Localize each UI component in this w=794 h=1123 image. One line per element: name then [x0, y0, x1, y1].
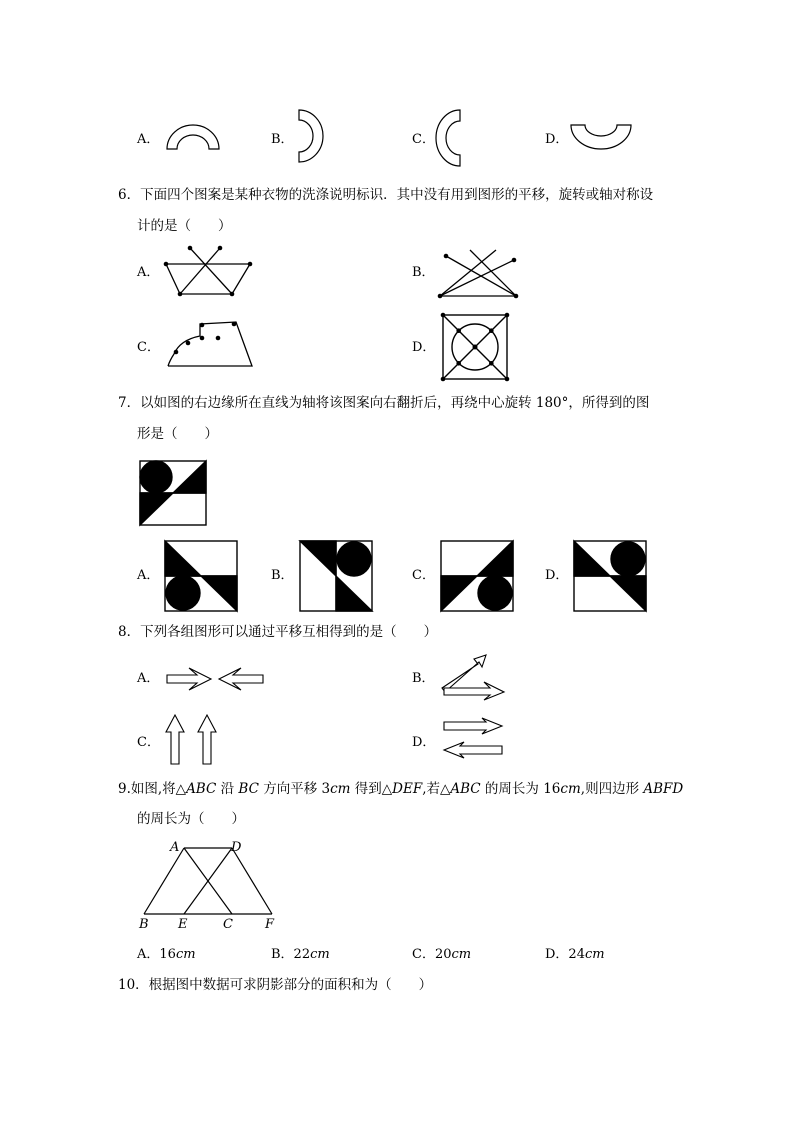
- q7-option-c-figure: [440, 540, 514, 612]
- q9-option-c: [412, 947, 471, 963]
- q9-option-d-value: D．24: [545, 947, 585, 962]
- q7-stem-line1: 7．以如图的右边缘所在直线为轴将该图案向右翻折后，再绕中心旋转 180°，所得到的图: [118, 395, 650, 411]
- q8-option-b-figure: [440, 650, 508, 702]
- q9-point-c: C: [223, 917, 233, 932]
- q7-option-a-figure: [164, 540, 238, 612]
- q5-option-c-label: C．: [412, 132, 435, 147]
- q7-original-figure: [139, 460, 207, 526]
- q9-option-c-value: C．20: [412, 947, 452, 962]
- q6-option-b-figure: [436, 246, 520, 300]
- q6-stem-line1: 6．下面四个图案是某种衣物的洗涤说明标识．其中没有用到图形的平移，旋转或轴对称设: [118, 187, 654, 203]
- q9-point-a: A: [170, 840, 180, 855]
- q6-stem-line2: 计的是（ ）: [137, 218, 232, 234]
- q9-option-b: [271, 947, 330, 963]
- q6-option-a-figure: [162, 244, 254, 300]
- q7-option-c-label: C．: [412, 568, 435, 583]
- q6-option-b-label: B．: [412, 265, 435, 280]
- q9-quad-abfd: ABFD: [643, 781, 684, 797]
- q8-stem-line1: 8．下列各组图形可以通过平移互相得到的是（ ）: [118, 624, 438, 640]
- q9-text-part: ,则四边形: [580, 781, 644, 797]
- q9-point-b: B: [139, 917, 149, 932]
- q9-stem-line2: 的周长为（ ）: [137, 811, 245, 827]
- q10-stem-line1: 10．根据图中数据可求阴影部分的面积和为（ ）: [118, 977, 433, 993]
- q9-point-f: F: [265, 917, 275, 932]
- q5-option-a-figure: [165, 122, 221, 152]
- q9-option-c-unit: cm: [451, 947, 472, 962]
- q9-stem-line1: [118, 780, 683, 798]
- q9-text-part: ,若△: [422, 781, 451, 797]
- q9-segment-bc: BC: [238, 781, 259, 797]
- q9-unit: cm: [330, 781, 351, 797]
- q6-option-d-label: D．: [412, 340, 436, 355]
- q8-option-d-figure: [440, 716, 506, 766]
- q7-option-d-figure: [573, 540, 647, 612]
- q6-option-c-label: C．: [137, 340, 160, 355]
- q7-option-b-label: B．: [271, 568, 294, 583]
- q5-option-b-label: B．: [271, 132, 294, 147]
- q9-option-d-unit: cm: [584, 947, 605, 962]
- q5-option-c-figure: [433, 108, 463, 168]
- q8-option-c-figure: [164, 712, 220, 768]
- q9-point-e: E: [178, 917, 188, 932]
- q9-option-d: [545, 947, 605, 963]
- q7-option-a-label: A．: [137, 568, 160, 583]
- q9-option-a: [137, 947, 196, 963]
- q7-stem-line2: 形是（ ）: [137, 426, 218, 442]
- q9-point-d: D: [231, 840, 242, 855]
- q8-option-c-label: C．: [137, 735, 160, 750]
- q9-triangle-def: DEF: [392, 781, 423, 797]
- q8-option-d-label: D．: [412, 735, 436, 750]
- q9-unit: cm: [560, 781, 581, 797]
- q9-triangle-abc: ABC: [186, 781, 217, 797]
- q9-option-b-unit: cm: [310, 947, 330, 962]
- q5-option-d-figure: [569, 122, 633, 152]
- q9-text-part: 得到△: [350, 781, 393, 797]
- q9-option-b-value: B．22: [271, 947, 311, 962]
- q9-option-a-value: A．16: [137, 947, 176, 962]
- q6-option-d-figure: [440, 312, 510, 382]
- q9-text-part: 的周长为 16: [480, 781, 561, 797]
- q5-option-d-label: D．: [545, 132, 569, 147]
- q8-option-a-figure: [165, 664, 265, 694]
- q9-text-part: 9.如图,将△: [118, 781, 187, 797]
- q7-option-d-label: D．: [545, 568, 569, 583]
- q6-option-c-figure: [162, 318, 256, 372]
- q9-option-a-unit: cm: [175, 947, 196, 962]
- q9-text-part: 沿: [216, 781, 239, 797]
- q6-option-a-label: A．: [137, 265, 160, 280]
- q9-figure: [136, 838, 278, 934]
- q8-option-a-label: A．: [137, 671, 160, 686]
- q5-option-b-figure: [296, 108, 326, 164]
- q5-option-a-label: A．: [137, 132, 160, 147]
- q9-triangle-abc: ABC: [450, 781, 481, 797]
- q8-option-b-label: B．: [412, 671, 435, 686]
- q9-text-part: 方向平移 3: [258, 781, 331, 797]
- q7-option-b-figure: [299, 540, 373, 612]
